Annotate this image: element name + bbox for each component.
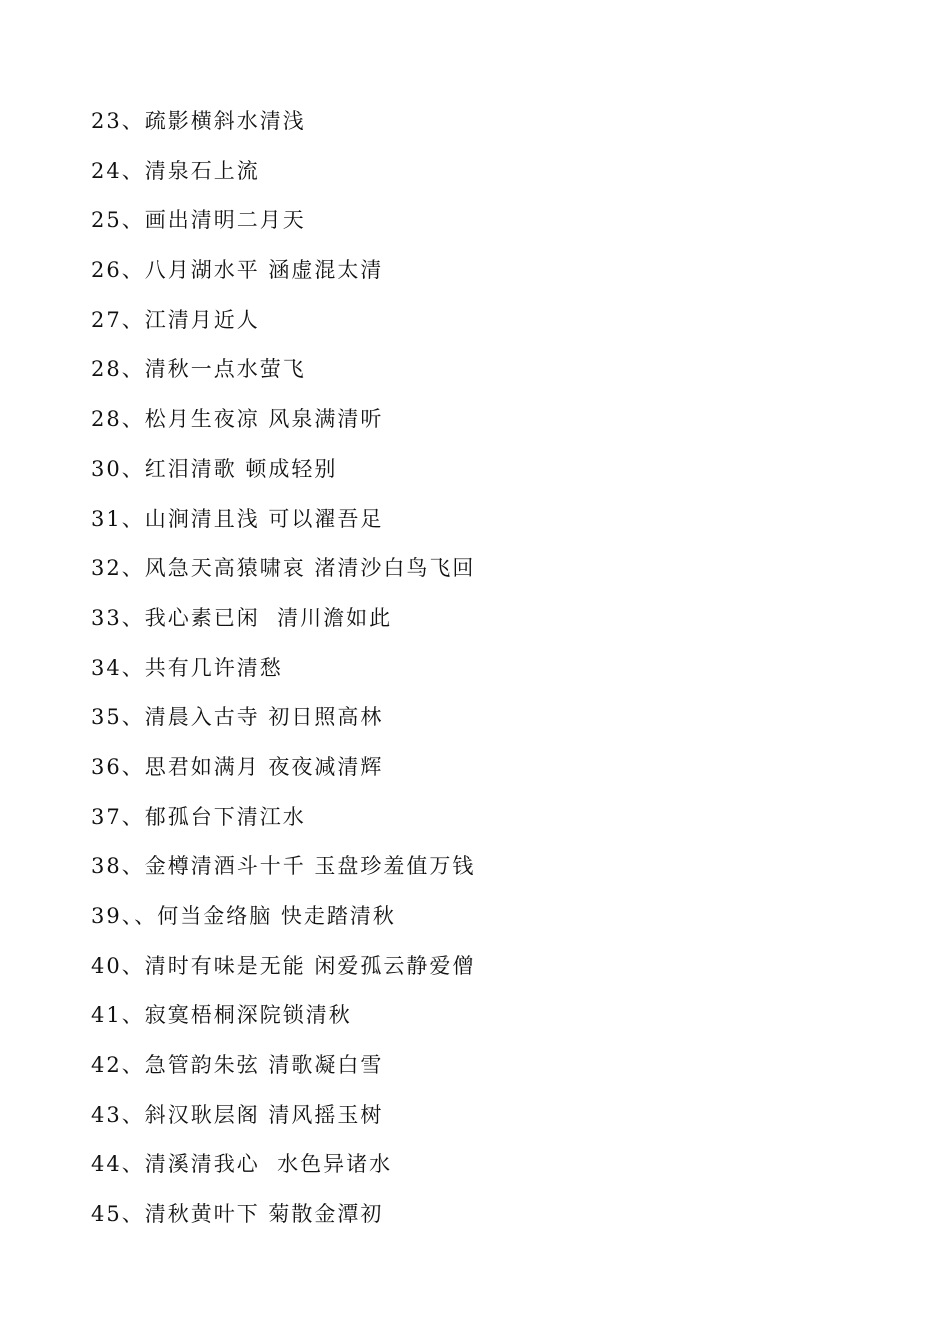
poem-line: 40、清时有味是无能 闲爱孤云静爱僧	[91, 953, 476, 978]
poem-line: 45、清秋黄叶下 菊散金潭初	[91, 1202, 384, 1227]
poem-line: 32、风急天高猿啸哀 渚清沙白鸟飞回	[91, 556, 476, 581]
poem-line: 28、清秋一点水萤飞	[91, 357, 306, 382]
poem-line: 41、寂寞梧桐深院锁清秋	[91, 1003, 352, 1028]
poem-line: 24、清泉石上流	[91, 158, 260, 183]
poem-line: 25、画出清明二月天	[91, 208, 306, 233]
poem-line: 42、急管韵朱弦 清歌凝白雪	[91, 1053, 384, 1078]
poem-line: 27、江清月近人	[91, 307, 260, 332]
poem-line: 37、郁孤台下清江水	[91, 804, 306, 829]
poem-line: 43、斜汉耿层阁 清风摇玉树	[91, 1102, 384, 1127]
poem-line: 36、思君如满月 夜夜减清辉	[91, 754, 384, 779]
poem-line-list	[91, 104, 475, 1247]
poem-line: 31、山涧清且浅 可以濯吾足	[91, 506, 384, 531]
poem-line: 30、红泪清歌 顿成轻别	[91, 456, 338, 481]
poem-line: 26、八月湖水平 涵虚混太清	[91, 258, 384, 283]
poem-line: 23、疏影横斜水清浅	[91, 109, 306, 133]
poem-line: 39、、何当金络脑 快走踏清秋	[91, 904, 396, 928]
poem-line: 38、金樽清酒斗十千 玉盘珍羞值万钱	[91, 854, 476, 879]
poem-line: 33、我心素已闲 清川澹如此	[91, 605, 393, 630]
poem-line: 34、共有几许清愁	[91, 655, 283, 680]
poem-line: 44、清溪清我心 水色异诸水	[91, 1152, 393, 1177]
poem-line: 35、清晨入古寺 初日照高林	[91, 705, 384, 730]
poem-line: 28、松月生夜凉 风泉满清听	[91, 407, 384, 432]
